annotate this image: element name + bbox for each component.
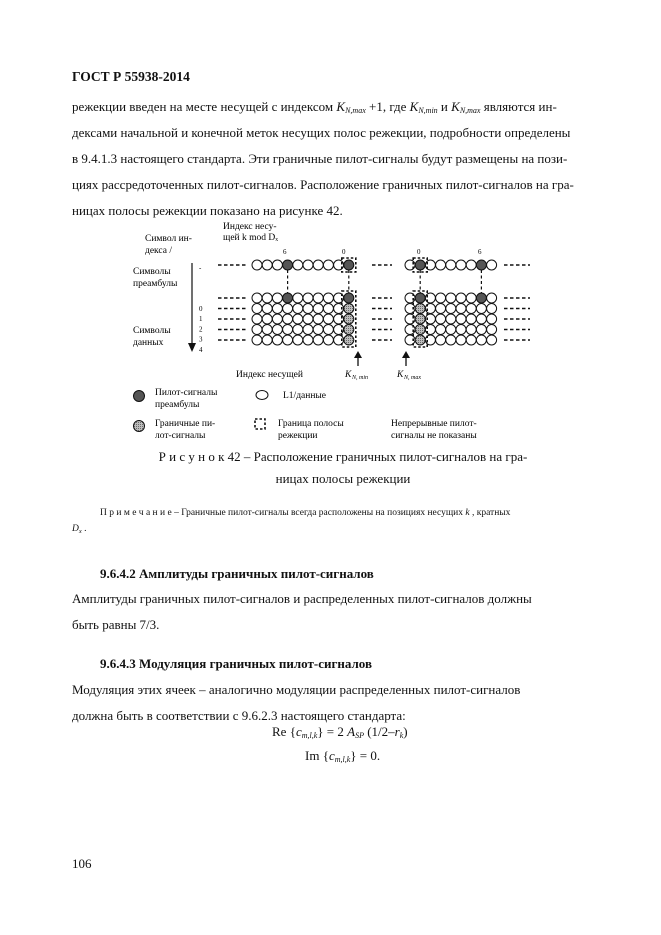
- preamble-pilot-cell: [476, 293, 486, 303]
- edge-pilot-cell: [415, 314, 425, 324]
- paragraph-line-1: режекции введен на месте несущей с индексом $K_{N,max} +1$, где $K_{N,min}$ и $K_{N,max}$ являются ин-: [72, 99, 557, 115]
- legend-preamble-pilots-1: Пилот-сигналы: [155, 388, 218, 398]
- l1-data-cell: [323, 304, 333, 314]
- l1-data-cell: [293, 304, 303, 314]
- l1-data-cell: [252, 293, 262, 303]
- l1-data-cell: [252, 260, 262, 270]
- figure-caption-line-2: ницах полосы режекции: [275, 471, 411, 486]
- l1-data-cell: [313, 260, 323, 270]
- preamble-pilot-cell: [415, 260, 425, 270]
- l1-data-cell: [456, 304, 466, 314]
- l1-data-cell: [425, 293, 435, 303]
- l1-data-cell: [446, 335, 456, 345]
- l1-data-cell: [283, 314, 293, 324]
- l1-data-cell: [334, 314, 344, 324]
- l1-data-cell: [456, 335, 466, 345]
- l1-data-cell: [262, 314, 272, 324]
- l1-data-cell: [425, 314, 435, 324]
- legend-l1-marker: [256, 391, 268, 400]
- figure-diagram: [0, 0, 661, 450]
- l1-data-cell: [262, 325, 272, 335]
- figure-42: [0, 0, 661, 450]
- l1-data-cell: [487, 304, 497, 314]
- l1-data-cell: [323, 260, 333, 270]
- section-9-6-4-2-line-2: быть равны 7/3.: [72, 617, 160, 632]
- preamble-pilot-cell: [415, 293, 425, 303]
- kmin-label: K: [345, 370, 352, 380]
- l1-data-cell: [313, 325, 323, 335]
- kmin-sub: N, min: [352, 375, 369, 381]
- l1-data-cell: [466, 293, 476, 303]
- l1-data-cell: [262, 260, 272, 270]
- l1-data-cell: [425, 260, 435, 270]
- l1-data-cell: [252, 335, 262, 345]
- paragraph-line-3: в 9.4.1.3 настоящего стандарта. Эти граничные пилот-сигналы будут размещены на пози-: [72, 151, 568, 166]
- l1-data-cell: [303, 260, 313, 270]
- l1-data-cell: [334, 325, 344, 335]
- kmax-label: K: [397, 370, 404, 380]
- notch-edge-column-right: [413, 291, 427, 347]
- l1-data-cell: [303, 314, 313, 324]
- l1-data-cell: [425, 325, 435, 335]
- data-symbols-label-1: Символы: [133, 326, 171, 336]
- legend-continual-1: Непрерывные пилот-: [391, 419, 477, 429]
- l1-data-cell: [252, 304, 262, 314]
- figure-note-tail: $D_x$ .: [72, 524, 87, 535]
- l1-data-cell: [334, 304, 344, 314]
- l1-data-cell: [466, 304, 476, 314]
- paragraph-line-5: ницах полосы режекции показано на рисунке 42.: [72, 203, 343, 218]
- section-9-6-4-2-line-1: Амплитуды граничных пилот-сигналов и распределенных пилот-сигналов должны: [72, 591, 532, 606]
- preamble-pilot-cell: [476, 260, 486, 270]
- l1-data-cell: [262, 335, 272, 345]
- edge-pilot-cell: [415, 325, 425, 335]
- preamble-pilot-cell: [283, 260, 293, 270]
- l1-data-cell: [436, 314, 446, 324]
- carrier-index-header-1: Индекс несу-: [223, 222, 277, 232]
- section-9-6-4-3-line-1: Модуляция этих ячеек – аналогично модуляции распределенных пилот-сигналов: [72, 682, 521, 697]
- top-index-left-0: 0: [342, 248, 346, 256]
- l1-data-cell: [303, 335, 313, 345]
- legend-notch-edge-1: Граница полосы: [278, 419, 344, 429]
- l1-data-cell: [303, 293, 313, 303]
- l1-data-cell: [436, 335, 446, 345]
- l1-data-cell: [436, 304, 446, 314]
- preamble-pilot-cell: [283, 293, 293, 303]
- l1-data-cell: [456, 314, 466, 324]
- l1-data-cell: [405, 304, 415, 314]
- carrier-index-label: Индекс несущей: [236, 370, 303, 380]
- l1-data-cell: [334, 335, 344, 345]
- preamble-pilot-cell: [344, 260, 354, 270]
- row-label: 4: [199, 345, 203, 354]
- preamble-symbols-label-2: преамбулы: [133, 279, 178, 289]
- kmax-sub: N, max: [404, 375, 421, 381]
- l1-data-cell: [283, 325, 293, 335]
- section-9-6-4-3-title: 9.6.4.3 Модуляция граничных пилот-сигналов: [100, 656, 372, 671]
- l1-data-cell: [323, 314, 333, 324]
- l1-data-cell: [466, 335, 476, 345]
- l1-data-cell: [425, 335, 435, 345]
- legend-edge-pilot-marker: [134, 421, 145, 432]
- symbol-index-label-2: декса /: [145, 246, 172, 256]
- l1-data-cell: [313, 304, 323, 314]
- l1-data-cell: [293, 293, 303, 303]
- l1-data-cell: [252, 325, 262, 335]
- symbol-index-label-1: Символ ин-: [145, 234, 192, 244]
- l1-data-cell: [272, 314, 282, 324]
- l1-data-cell: [334, 293, 344, 303]
- l1-data-cell: [293, 314, 303, 324]
- l1-data-cell: [487, 325, 497, 335]
- l1-data-cell: [334, 260, 344, 270]
- l1-data-cell: [293, 325, 303, 335]
- l1-data-cell: [466, 260, 476, 270]
- l1-data-cell: [272, 325, 282, 335]
- l1-data-cell: [252, 314, 262, 324]
- top-index-right-6: 6: [478, 248, 482, 256]
- section-9-6-4-3-line-2: должна быть в соответствии с 9.6.2.3 настоящего стандарта:: [72, 708, 406, 723]
- l1-data-cell: [446, 293, 456, 303]
- edge-pilot-cell: [344, 304, 354, 314]
- legend-notch-edge-2: режекции: [278, 431, 318, 441]
- legend-edge-pilots-2: лот-сигналы: [155, 431, 206, 441]
- l1-data-cell: [476, 325, 486, 335]
- l1-data-cell: [272, 304, 282, 314]
- edge-pilot-cell: [344, 314, 354, 324]
- l1-data-cell: [446, 314, 456, 324]
- document-header: ГОСТ Р 55938-2014: [72, 69, 190, 84]
- l1-data-cell: [436, 260, 446, 270]
- l1-data-cell: [293, 335, 303, 345]
- l1-data-cell: [313, 335, 323, 345]
- edge-pilot-cell: [344, 335, 354, 345]
- notch-edge-column-left: [342, 291, 356, 347]
- l1-data-cell: [476, 304, 486, 314]
- paragraph-line-4: циях рассредоточенных пилот-сигналов. Расположение граничных пилот-сигналов на гра-: [72, 177, 574, 192]
- l1-data-cell: [323, 293, 333, 303]
- legend-l1: L1/данные: [283, 391, 327, 401]
- notch-edge-box-right: [413, 258, 427, 272]
- edge-pilot-cell: [415, 304, 425, 314]
- l1-data-cell: [303, 325, 313, 335]
- page-number: 106: [72, 856, 92, 871]
- legend-edge-pilots-1: Граничные пи-: [155, 419, 216, 429]
- l1-data-cell: [405, 293, 415, 303]
- l1-data-cell: [405, 314, 415, 324]
- data-symbols-label-2: данных: [133, 338, 164, 348]
- l1-data-cell: [323, 325, 333, 335]
- l1-data-cell: [436, 293, 446, 303]
- edge-pilot-cell: [344, 325, 354, 335]
- l1-data-cell: [446, 260, 456, 270]
- row-label: 1: [199, 315, 203, 324]
- l1-data-cell: [425, 304, 435, 314]
- symbol-axis-arrowhead: [188, 343, 196, 352]
- l1-data-cell: [313, 314, 323, 324]
- carrier-index-header-2: щей k mod Dₓ: [223, 233, 278, 243]
- l1-data-cell: [272, 335, 282, 345]
- figure-caption-line-1: Р и с у н о к 42 – Расположение граничных пилот-сигналов на гра-: [158, 449, 528, 464]
- l1-data-cell: [466, 325, 476, 335]
- l1-data-cell: [476, 314, 486, 324]
- l1-data-cell: [446, 304, 456, 314]
- row-label-preamble: -: [199, 264, 202, 272]
- top-index-right-0: 0: [417, 248, 421, 256]
- top-index-left-6: 6: [283, 248, 287, 256]
- l1-data-cell: [487, 260, 497, 270]
- l1-data-cell: [405, 260, 415, 270]
- l1-data-cell: [303, 304, 313, 314]
- edge-pilot-cell: [415, 335, 425, 345]
- legend-preamble-pilots-2: преамбулы: [155, 400, 200, 410]
- legend-notch-edge-marker: [255, 419, 265, 429]
- legend-continual-2: сигналы не показаны: [391, 431, 477, 441]
- equation-re: Re $\{c_{m,l,k}\} = 2$ $A_{SP}$ $(1/2-r_k)$: [272, 724, 408, 740]
- l1-data-cell: [262, 293, 272, 303]
- l1-data-cell: [446, 325, 456, 335]
- l1-data-cell: [313, 293, 323, 303]
- l1-data-cell: [405, 335, 415, 345]
- l1-data-cell: [323, 335, 333, 345]
- l1-data-cell: [487, 335, 497, 345]
- figure-note: П р и м е ч а н и е – Граничные пилот-сигналы всегда расположены на позициях несущих k , кратных: [100, 508, 511, 518]
- legend-preamble-pilot-marker: [134, 391, 145, 402]
- l1-data-cell: [283, 304, 293, 314]
- row-label: 3: [199, 335, 203, 344]
- paragraph-line-2: дексами начальной и конечной меток несущих полос режекции, подробности определены: [72, 125, 571, 140]
- l1-data-cell: [272, 293, 282, 303]
- equation-im: Im $\{c_{m,l,k}\} = 0$.: [305, 748, 381, 764]
- l1-data-cell: [405, 325, 415, 335]
- l1-data-cell: [476, 335, 486, 345]
- l1-data-cell: [456, 325, 466, 335]
- notch-edge-box-left: [342, 258, 356, 272]
- l1-data-cell: [262, 304, 272, 314]
- kmax-arrowhead: [402, 351, 410, 358]
- row-label: 0: [199, 305, 203, 313]
- l1-data-cell: [487, 293, 497, 303]
- row-label: 2: [199, 325, 203, 334]
- section-9-6-4-2-title: 9.6.4.2 Амплитуды граничных пилот-сигналов: [100, 566, 374, 581]
- l1-data-cell: [283, 335, 293, 345]
- preamble-symbols-label-1: Символы: [133, 267, 171, 277]
- l1-data-cell: [293, 260, 303, 270]
- l1-data-cell: [487, 314, 497, 324]
- l1-data-cell: [272, 260, 282, 270]
- kmin-arrowhead: [354, 351, 362, 358]
- preamble-pilot-cell: [344, 293, 354, 303]
- l1-data-cell: [436, 325, 446, 335]
- l1-data-cell: [456, 293, 466, 303]
- l1-data-cell: [456, 260, 466, 270]
- l1-data-cell: [466, 314, 476, 324]
